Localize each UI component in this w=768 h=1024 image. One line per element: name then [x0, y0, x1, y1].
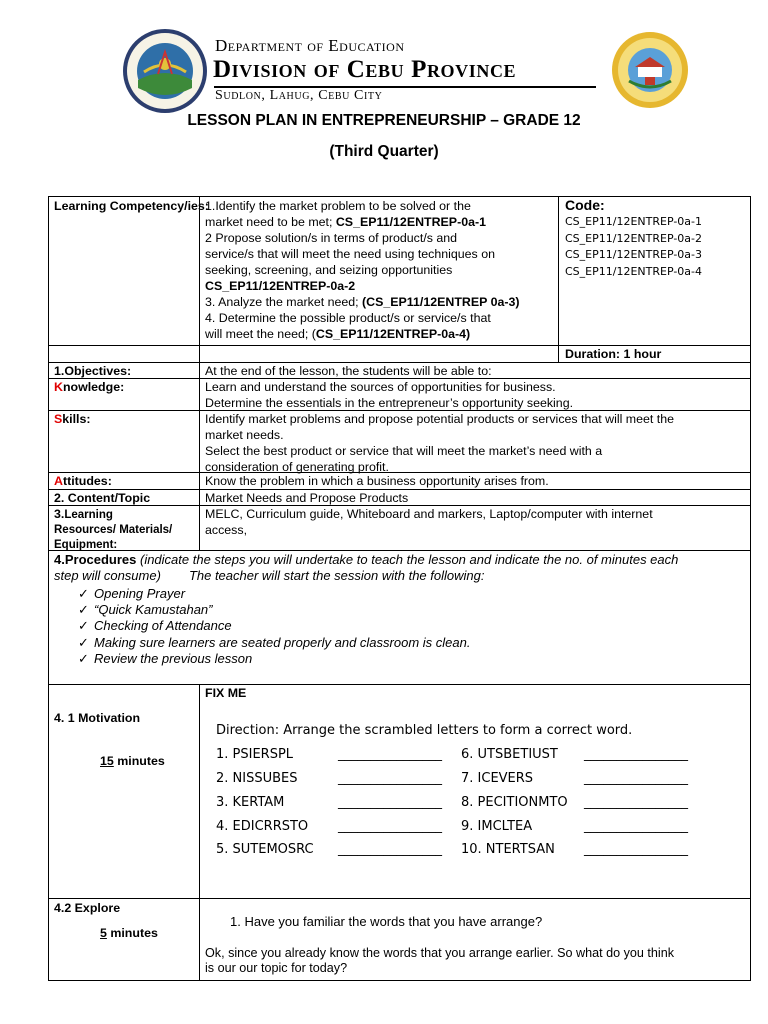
answer-blank: ________________ [338, 819, 442, 834]
code-item: CS_EP11/12ENTREP-0a-4 [565, 264, 703, 278]
procedures-block [54, 552, 748, 584]
skills-label [54, 411, 91, 427]
competency-code: CS_EP11/12ENTREP-0a-4) [315, 327, 471, 341]
explore-paragraph [205, 946, 745, 976]
resources-line: access, [205, 523, 248, 537]
resources-label [54, 506, 172, 553]
code-item: CS_EP11/12ENTREP-0a-1 [565, 215, 703, 228]
answer-blank: ________________ [338, 795, 442, 810]
scrambled-word: 4. EDICRRSTO [216, 819, 309, 834]
competency-line [205, 214, 555, 230]
code-item: CS_EP11/12ENTREP-0a-3 [565, 248, 703, 261]
skills-line: Select the best product or service that will meet the market’s need with a [205, 444, 603, 458]
procedures-note: The teacher will start the session with the following: [188, 568, 485, 583]
competency-code: (CS_EP11/12ENTREP 0a-3) [362, 295, 520, 309]
competency-line [205, 326, 555, 342]
check-icon: ✓ [78, 651, 89, 666]
knowledge-rest: nowledge: [62, 380, 125, 394]
skills-rest: kills: [62, 412, 91, 426]
explore-label: 4.2 Explore [54, 901, 121, 915]
competency-line: service/s that will meet the need using techniques on [205, 247, 495, 261]
checklist-text: Review the previous lesson [94, 651, 253, 666]
knowledge-line: Learn and understand the sources of opportunities for business. [205, 380, 556, 394]
department-name: Department of Education [215, 36, 405, 55]
checklist-text: Checking of Attendance [94, 618, 232, 633]
procedures-note: step will consume) [54, 568, 161, 583]
knowledge-line: Determine the essentials in the entrepreneur’s opportunity seeking. [205, 396, 574, 410]
competency-line: 1.Identify the market problem to be solved or the [205, 199, 471, 213]
resources-label-line [54, 506, 172, 523]
motivation-direction: Direction: Arrange the scrambled letters to form a correct word. [216, 723, 633, 738]
competency-code: CS_EP11/12ENTREP-0a-1 [335, 215, 486, 229]
answer-blank: ________________ [338, 842, 442, 857]
objectives-intro: At the end of the lesson, the students will be able to: [205, 364, 492, 378]
skills-line: consideration of generating profit. [205, 460, 389, 474]
resources-line: MELC, Curriculum guide, Whiteboard and markers, Laptop/computer with internet [205, 507, 653, 521]
content-label: 2. Content/Topic [54, 491, 151, 505]
resources-text [205, 506, 750, 538]
motivation-label: 4. 1 Motivation [54, 711, 141, 725]
explore-line: is our our topic for today? [205, 961, 348, 975]
attitudes-text: Know the problem in which a business opportunity arises from. [205, 474, 549, 488]
scrambled-word: 5. SUTEMOSRC [216, 842, 314, 857]
knowledge-text [205, 379, 573, 411]
code-label: Code: [565, 197, 605, 213]
competency-text-part: market need to be met; [205, 215, 336, 229]
answer-blank: ________________ [584, 795, 688, 810]
motivation-minutes [100, 753, 165, 769]
resources-label-line: Resources/ Materials/ [54, 524, 173, 536]
check-icon: ✓ [78, 586, 89, 601]
checklist-item [78, 651, 252, 667]
answer-blank: ________________ [584, 747, 688, 762]
explore-line: Ok, since you already know the words that you arrange earlier. So what do you think [205, 946, 675, 960]
competency-text [205, 198, 555, 342]
content-topic: Market Needs and Propose Products [205, 491, 409, 505]
lesson-plan-title: LESSON PLAN IN ENTREPRENEURSHIP – GRADE 12 [187, 112, 581, 129]
motivation-minutes-number: 15 [100, 754, 114, 768]
checklist-item [78, 602, 213, 618]
skills-text [205, 411, 750, 475]
quarter-label: (Third Quarter) [329, 143, 439, 160]
motivation-minutes-word: minutes [113, 754, 165, 768]
knowledge-initial: K [54, 380, 63, 394]
code-list [565, 214, 702, 280]
objectives-label: 1.Objectives: [54, 364, 132, 378]
procedures-line [54, 552, 748, 568]
division-name: Division of Cebu Province [213, 56, 517, 83]
procedures-line [54, 568, 748, 584]
competency-line: 4. Determine the possible product/s or service/s that [205, 311, 491, 325]
checklist-item [78, 586, 185, 602]
skills-line: Identify market problems and propose potential products or services that will meet the [205, 412, 675, 426]
explore-minutes-number: 5 [100, 926, 107, 940]
answer-blank: ________________ [584, 771, 688, 786]
explore-question: 1. Have you familiar the words that you have arrange? [230, 914, 543, 929]
scrambled-word: 9. IMCLTEA [461, 819, 533, 834]
explore-minutes-word: minutes [106, 926, 158, 940]
resources-label-line: Equipment: [54, 539, 118, 551]
checklist-text: “Quick Kamustahan” [94, 602, 213, 617]
checklist-text: Opening Prayer [94, 586, 186, 601]
answer-blank: ________________ [338, 771, 442, 786]
scrambled-word: 6. UTSBETIUST [461, 747, 558, 762]
code-item: CS_EP11/12ENTREP-0a-2 [565, 231, 703, 245]
answer-blank: ________________ [338, 747, 442, 762]
procedures-note: (indicate the steps you will undertake to teach the lesson and indicate the no. of minutes each [136, 552, 679, 567]
skills-initial: S [54, 412, 63, 426]
attitudes-rest: ttitudes: [62, 474, 112, 488]
skills-line: market needs. [205, 428, 284, 442]
procedures-label: 4.Procedures [54, 552, 137, 567]
duration: Duration: 1 hour [565, 347, 662, 361]
division-seal [122, 28, 208, 114]
attitudes-initial: A [54, 474, 63, 488]
attitudes-label [54, 473, 112, 489]
competency-line [205, 294, 555, 310]
competency-text-part: 3. Analyze the market need; [205, 295, 363, 309]
check-icon: ✓ [78, 618, 89, 633]
school-seal [611, 31, 689, 109]
explore-minutes [100, 925, 158, 941]
scrambled-word: 1. PSIERSPL [216, 747, 294, 762]
division-address: Sudlon, Lahug, Cebu City [215, 88, 383, 103]
scrambled-word: 10. NTERTSAN [461, 842, 555, 857]
scrambled-word: 3. KERTAM [216, 795, 285, 810]
scrambled-word: 8. PECITIONMTO [461, 795, 568, 810]
checklist-item [78, 635, 470, 651]
resources-number: 3. [54, 507, 65, 521]
checklist-text: Making sure learners are seated properly and classroom is clean. [94, 635, 471, 650]
competency-line: seeking, screening, and seizing opportunities [205, 263, 453, 277]
scrambled-word: 2. NISSUBES [216, 771, 298, 786]
scrambled-word: 7. ICEVERS [461, 771, 534, 786]
competency-label: Learning Competency/ies: [54, 199, 209, 213]
knowledge-label [54, 379, 124, 395]
competency-line: 2 Propose solution/s in terms of product/s and [205, 231, 458, 245]
answer-blank: ________________ [584, 842, 688, 857]
resources-label-text: Learning [64, 509, 113, 521]
fix-me-label: FIX ME [205, 686, 247, 700]
answer-blank: ________________ [584, 819, 688, 834]
check-icon: ✓ [78, 635, 89, 650]
competency-text-part: will meet the need; ( [205, 327, 316, 341]
checklist-item [78, 618, 232, 634]
competency-code: CS_EP11/12ENTREP-0a-2 [205, 279, 356, 293]
check-icon: ✓ [78, 602, 89, 617]
